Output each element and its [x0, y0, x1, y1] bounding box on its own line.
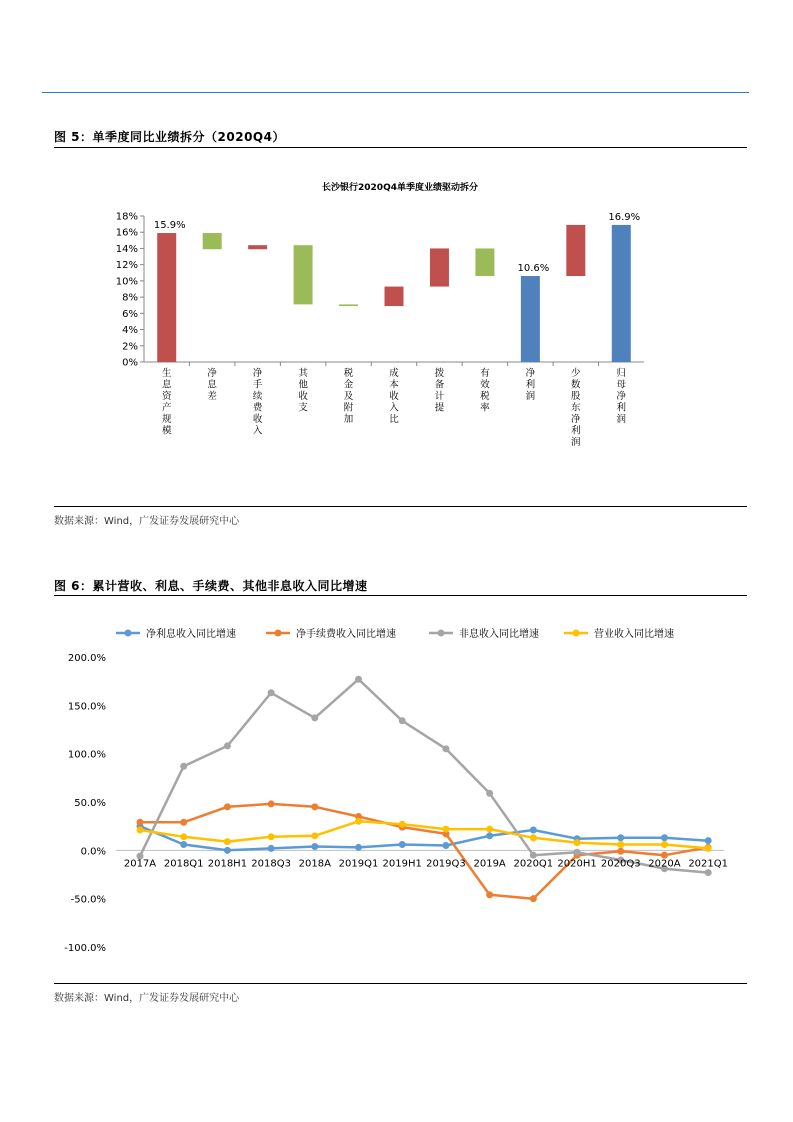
- x-tick-label: 2019A: [473, 858, 506, 870]
- x-category-label: 计: [434, 391, 445, 402]
- legend-marker: [125, 630, 132, 637]
- data-point: [399, 821, 406, 828]
- bar-value-label: 15.9%: [153, 220, 186, 232]
- x-category-label: 生: [161, 368, 172, 379]
- data-point: [486, 832, 493, 839]
- x-category-label: 东: [571, 402, 581, 414]
- x-category-label: 息: [207, 379, 217, 391]
- x-category-label: 少: [571, 368, 581, 379]
- x-category-label: 收: [298, 391, 308, 402]
- x-category-label: 费: [252, 402, 263, 414]
- waterfall-bar: [385, 287, 404, 306]
- x-category-label: 润: [571, 437, 581, 448]
- data-point: [574, 849, 581, 856]
- figure6-source: 数据来源：Wind，广发证券发展研究中心: [54, 993, 240, 1004]
- data-point: [268, 689, 275, 696]
- x-tick-label: 2018H1: [207, 858, 248, 870]
- x-category-label: 资: [161, 391, 172, 402]
- figure5-bottom-rule: [54, 506, 747, 507]
- x-category-label: 股: [571, 391, 581, 402]
- data-point: [311, 832, 318, 839]
- data-point: [180, 763, 187, 770]
- x-tick-label: 2021Q1: [688, 858, 729, 870]
- data-point: [180, 819, 187, 826]
- figure6-title: 图 6：累计营收、利息、手续费、其他非息收入同比增速: [54, 579, 368, 593]
- x-category-label: 提: [434, 402, 445, 414]
- data-point: [311, 843, 318, 850]
- x-tick-label: 2020Q1: [513, 858, 554, 870]
- x-tick-label: 2018Q3: [251, 858, 291, 870]
- x-tick-label: 2019Q3: [426, 858, 466, 870]
- legend-marker: [438, 630, 445, 637]
- x-tick-label: 2019Q1: [338, 858, 379, 870]
- y-tick-label: 18%: [115, 211, 138, 223]
- data-point: [137, 827, 144, 834]
- x-category-label: 有: [480, 368, 490, 379]
- waterfall-bar: [157, 233, 176, 362]
- y-tick-label: 8%: [122, 292, 138, 304]
- x-category-label: 净: [252, 368, 263, 379]
- data-point: [574, 839, 581, 846]
- x-tick-label: 2019H1: [382, 858, 422, 870]
- figure6-top-rule: [54, 595, 747, 596]
- waterfall-bar: [475, 248, 494, 276]
- x-category-label: 手: [252, 379, 263, 391]
- x-category-label: 净: [616, 391, 627, 402]
- data-point: [355, 676, 362, 683]
- data-point: [617, 841, 624, 848]
- data-point: [224, 803, 231, 810]
- data-point: [617, 834, 624, 841]
- x-category-label: 规: [161, 414, 172, 425]
- x-category-label: 备: [434, 379, 445, 391]
- data-point: [442, 842, 449, 849]
- data-point: [355, 818, 362, 825]
- y-tick-label: 50.0%: [74, 798, 106, 809]
- x-category-label: 本: [389, 379, 399, 391]
- x-category-label: 收: [252, 414, 263, 425]
- x-tick-label: 2018A: [298, 858, 331, 870]
- data-point: [180, 841, 187, 848]
- header-rule: [42, 92, 749, 93]
- figure5-source: 数据来源：Wind，广发证券发展研究中心: [54, 516, 240, 527]
- x-category-label: 母: [616, 379, 627, 391]
- x-category-label: 其: [298, 368, 308, 379]
- data-point: [180, 833, 187, 840]
- x-tick-label: 2017A: [123, 858, 157, 870]
- x-category-label: 续: [252, 391, 263, 402]
- waterfall-bar: [203, 233, 222, 249]
- x-category-label: 净: [207, 368, 217, 379]
- data-point: [399, 841, 406, 848]
- legend-label: 非息收入同比增速: [459, 629, 539, 640]
- data-point: [617, 848, 624, 855]
- x-category-label: 数: [571, 379, 581, 391]
- y-tick-label: 0.0%: [80, 846, 106, 858]
- x-category-label: 支: [298, 402, 308, 414]
- y-tick-label: -50.0%: [70, 894, 106, 906]
- x-category-label: 利: [616, 402, 627, 414]
- legend-marker: [275, 630, 282, 637]
- y-tick-label: 2%: [122, 341, 138, 353]
- x-category-label: 润: [616, 414, 627, 425]
- y-tick-label: 200.0%: [67, 653, 106, 664]
- x-category-label: 加: [343, 414, 354, 425]
- data-point: [661, 834, 668, 841]
- x-category-label: 税: [480, 391, 490, 402]
- waterfall-bar: [294, 245, 313, 304]
- y-tick-label: 12%: [115, 260, 138, 272]
- x-category-label: 收: [389, 391, 399, 402]
- data-point: [442, 826, 449, 833]
- x-category-label: 归: [616, 368, 627, 379]
- x-category-label: 效: [480, 379, 490, 391]
- x-category-label: 入: [389, 402, 399, 414]
- bar-value-label: 10.6%: [517, 263, 550, 275]
- y-tick-label: 150.0%: [67, 701, 106, 713]
- data-point: [224, 847, 231, 854]
- x-category-label: 成: [389, 368, 399, 379]
- y-tick-label: 16%: [115, 227, 138, 239]
- data-point: [311, 714, 318, 721]
- x-category-label: 入: [252, 425, 263, 437]
- data-point: [530, 834, 537, 841]
- x-category-label: 净: [525, 368, 536, 379]
- x-category-label: 拨: [434, 368, 445, 379]
- x-tick-label: 2018Q1: [163, 858, 204, 870]
- data-point: [268, 800, 275, 807]
- x-category-label: 金: [343, 379, 354, 391]
- data-point: [268, 833, 275, 840]
- y-tick-label: 100.0%: [67, 749, 106, 761]
- legend-label: 净手续费收入同比增速: [296, 629, 396, 640]
- figure5-title: 图 5：单季度同比业绩拆分（2020Q4）: [54, 130, 285, 144]
- waterfall-bar: [612, 225, 631, 362]
- line-chart: [54, 615, 747, 980]
- x-category-label: 及: [343, 391, 354, 402]
- chart-title: 长沙银行2020Q4单季度业绩驱动拆分: [322, 183, 478, 193]
- legend-label: 营业收入同比增速: [594, 629, 674, 640]
- x-category-label: 模: [161, 425, 172, 437]
- x-category-label: 税: [343, 368, 354, 379]
- x-category-label: 利: [571, 425, 581, 437]
- data-point: [530, 895, 537, 902]
- x-category-label: 产: [161, 402, 172, 414]
- data-point: [311, 803, 318, 810]
- x-category-label: 利: [525, 379, 536, 391]
- waterfall-bar: [339, 304, 358, 306]
- figure6-bottom-rule: [54, 983, 747, 984]
- data-point: [224, 838, 231, 845]
- data-point: [705, 869, 712, 876]
- y-tick-label: 6%: [122, 308, 138, 320]
- waterfall-bar: [521, 276, 540, 362]
- data-point: [705, 845, 712, 852]
- y-tick-label: 10%: [115, 276, 138, 288]
- figure5-top-rule: [54, 147, 747, 148]
- x-category-label: 净: [571, 414, 581, 425]
- x-category-label: 他: [298, 379, 308, 391]
- x-category-label: 率: [480, 402, 490, 414]
- data-point: [224, 742, 231, 749]
- y-tick-label: 0%: [122, 357, 138, 369]
- bar-value-label: 16.9%: [608, 211, 641, 223]
- waterfall-bar: [566, 225, 585, 276]
- data-point: [486, 790, 493, 797]
- waterfall-bar: [248, 245, 267, 249]
- data-point: [705, 837, 712, 844]
- x-category-label: 息: [161, 379, 172, 391]
- legend-marker: [573, 630, 580, 637]
- data-point: [661, 841, 668, 848]
- x-category-label: 润: [525, 391, 536, 402]
- data-point: [486, 891, 493, 898]
- waterfall-chart: [54, 160, 747, 500]
- data-point: [486, 826, 493, 833]
- data-point: [399, 717, 406, 724]
- x-tick-label: 2020H1: [557, 858, 597, 870]
- y-tick-label: 4%: [122, 325, 138, 337]
- data-point: [530, 827, 537, 834]
- y-tick-label: 14%: [115, 243, 138, 255]
- data-point: [137, 819, 144, 826]
- data-point: [355, 844, 362, 851]
- x-category-label: 附: [343, 402, 354, 414]
- waterfall-bar: [430, 248, 449, 286]
- x-category-label: 比: [389, 414, 399, 425]
- data-point: [268, 845, 275, 852]
- x-tick-label: 2020A: [648, 858, 681, 870]
- data-point: [442, 745, 449, 752]
- x-category-label: 差: [207, 391, 217, 402]
- x-tick-label: 2020Q3: [600, 858, 641, 870]
- y-tick-label: -100.0%: [64, 943, 106, 954]
- legend-label: 净利息收入同比增速: [146, 629, 236, 640]
